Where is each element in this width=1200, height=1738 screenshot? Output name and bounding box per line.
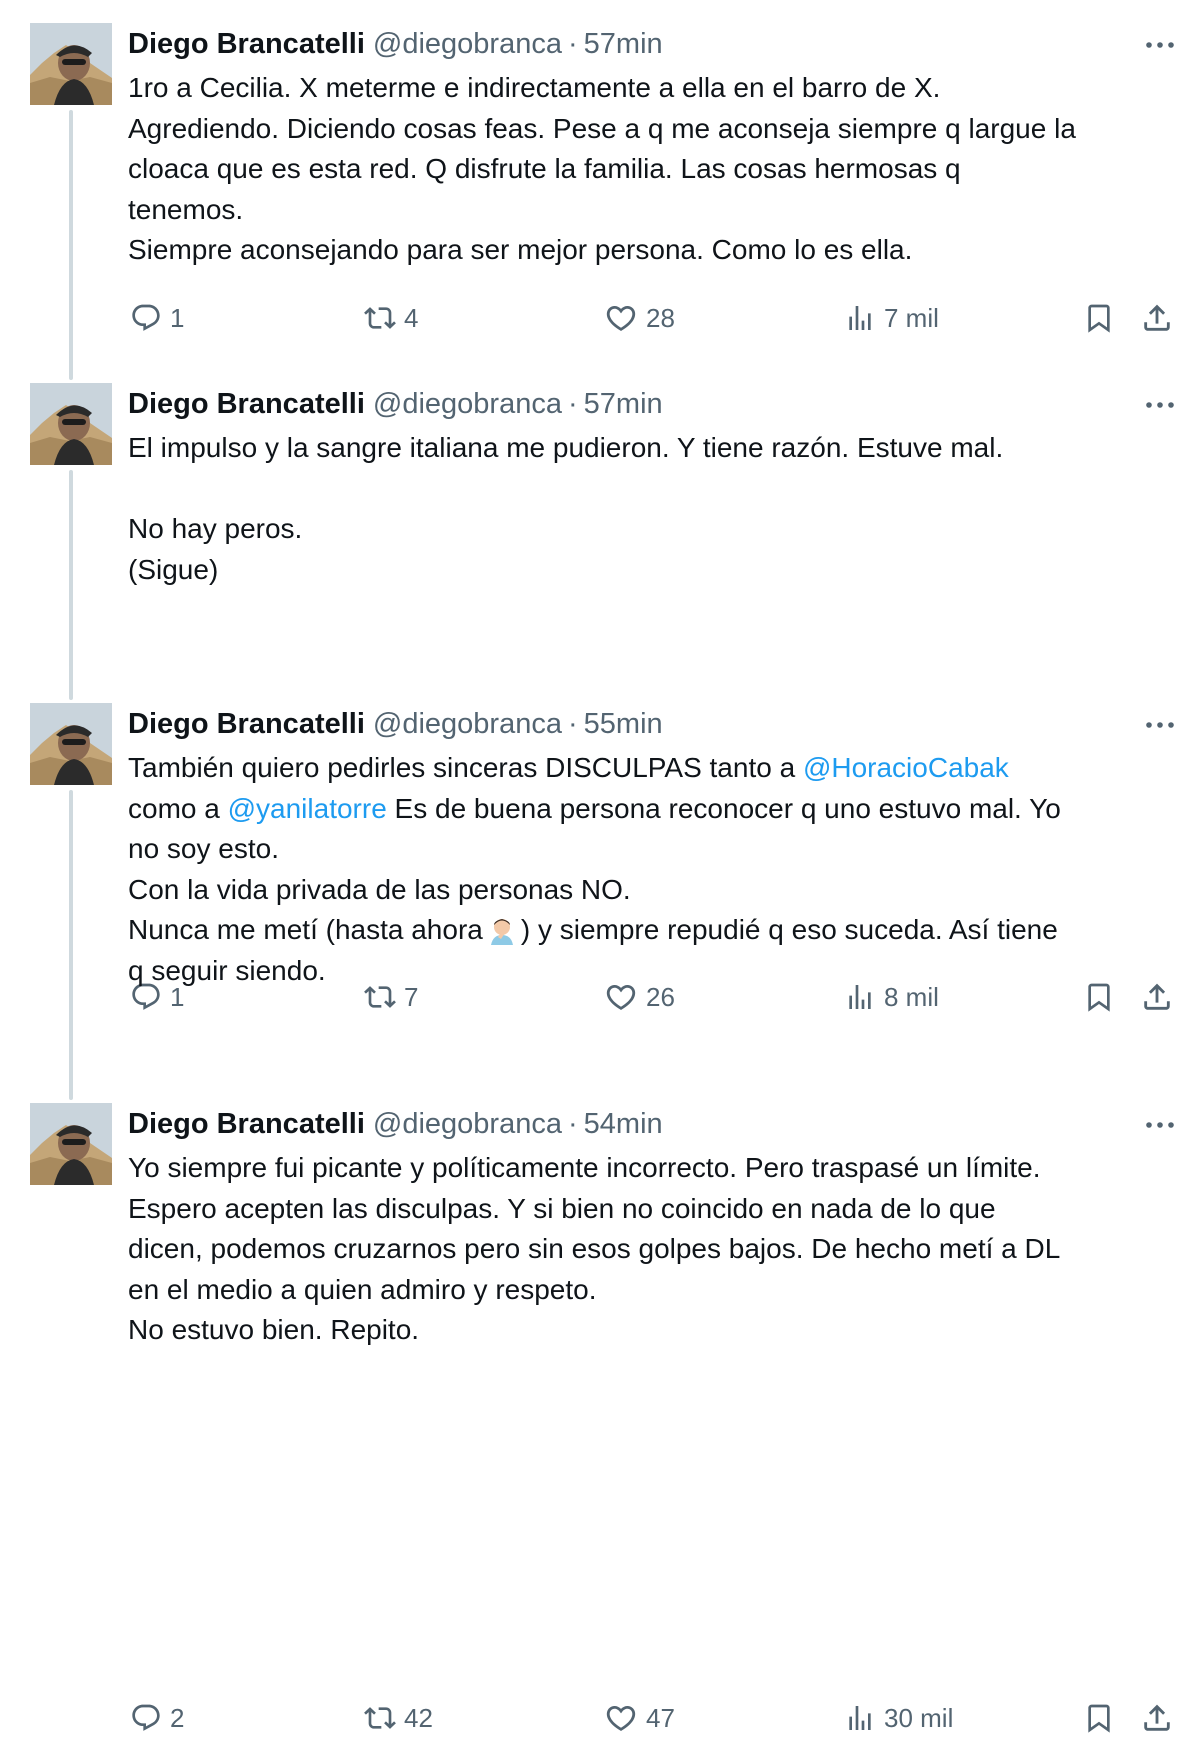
author-handle[interactable]: @diegobranca (372, 1107, 562, 1140)
views-count: 30 mil (884, 1702, 954, 1733)
tweet-text (128, 428, 1184, 590)
reply-icon (130, 302, 162, 334)
more-icon[interactable] (1138, 712, 1182, 738)
bookmark-button[interactable] (1083, 1698, 1115, 1738)
tweet-text-line: tenemos. (128, 193, 244, 225)
tweet-text-segment: Nunca me metí (hasta ahora (128, 914, 483, 946)
reply-button[interactable] (130, 298, 184, 338)
heart-icon (604, 301, 638, 335)
repost-count: 42 (404, 1702, 433, 1733)
like-count: 26 (646, 981, 675, 1012)
thread-connector-line (69, 790, 73, 1100)
like-count: 28 (646, 302, 675, 333)
repost-icon (364, 1702, 396, 1734)
separator-dot: · (567, 707, 578, 740)
tweet-text-line: cloaca que es esta red. Q disfrute la familia. Las cosas hermosas q (128, 153, 961, 185)
tweet-header (128, 1104, 663, 1144)
tweet-text-line: dicen, podemos cruzarnos pero sin esos golpes bajos. De hecho metí a DL (128, 1233, 1061, 1265)
tweet-text-line: (Sigue) (128, 553, 219, 585)
tweet-text-line: no soy esto. (128, 833, 279, 865)
author-handle[interactable]: @diegobranca (372, 387, 562, 420)
tweet-timestamp[interactable]: 57min (583, 387, 663, 420)
heart-icon (604, 1701, 638, 1735)
tweet-timestamp[interactable]: 54min (583, 1107, 663, 1140)
tweet-text-line: q seguir siendo. (128, 954, 326, 986)
avatar[interactable] (30, 1103, 112, 1185)
more-icon[interactable] (1138, 392, 1182, 418)
author-name[interactable]: Diego Brancatelli (128, 387, 365, 420)
author-handle[interactable]: @diegobranca (372, 27, 562, 60)
author-handle[interactable]: @diegobranca (372, 707, 562, 740)
tweet-timestamp[interactable]: 57min (583, 27, 663, 60)
repost-button[interactable] (364, 1698, 433, 1738)
repost-count: 7 (404, 981, 419, 1012)
tweet-header (128, 704, 663, 744)
tweet[interactable] (0, 1080, 1200, 1360)
tweet-text-line: Siempre aconsejando para ser mejor persona. Como lo es ella. (128, 234, 913, 266)
more-icon[interactable] (1138, 1112, 1182, 1138)
tweet-actions (128, 298, 1184, 338)
tweet-text-line (128, 789, 1184, 830)
reply-button[interactable] (130, 1698, 184, 1738)
reply-count: 2 (170, 1702, 185, 1733)
bookmark-icon (1083, 1702, 1115, 1734)
reply-count: 1 (170, 981, 185, 1012)
tweet-text (128, 68, 1184, 271)
like-count: 47 (646, 1702, 675, 1733)
views-button[interactable] (844, 1698, 953, 1738)
like-button[interactable] (604, 1698, 675, 1738)
tweet-text-line: Con la vida privada de las personas NO. (128, 873, 631, 905)
separator-dot: · (567, 387, 578, 420)
avatar[interactable] (30, 23, 112, 105)
thread-connector-line (69, 470, 73, 700)
bookmark-button[interactable] (1083, 298, 1115, 338)
tweet-actions (128, 1698, 1184, 1738)
reply-count: 1 (170, 302, 185, 333)
avatar[interactable] (30, 383, 112, 465)
bookmark-icon (1083, 302, 1115, 334)
tweet-text-line (128, 748, 1184, 789)
views-button[interactable] (844, 298, 939, 338)
author-name[interactable]: Diego Brancatelli (128, 27, 365, 60)
tweet-text-segment: como a (128, 792, 228, 824)
thread-connector-line (69, 110, 73, 380)
more-icon[interactable] (1138, 32, 1182, 58)
tweet-text (128, 748, 1184, 992)
like-button[interactable] (604, 298, 675, 338)
tweet-text-line: Espero acepten las disculpas. Y si bien no coincido en nada de lo que (128, 1192, 996, 1224)
separator-dot: · (567, 1107, 578, 1140)
share-icon (1140, 1701, 1174, 1735)
mention-link[interactable]: @yanilatorre (227, 792, 387, 824)
share-button[interactable] (1140, 298, 1174, 338)
tweet-text-line: El impulso y la sangre italiana me pudieron. Y tiene razón. Estuve mal. (128, 432, 1004, 463)
tweet-text-line (128, 910, 1184, 951)
tweet-text-segment: Es de buena persona reconocer q uno estuvo mal. Yo (386, 792, 1061, 824)
author-name[interactable]: Diego Brancatelli (128, 707, 365, 740)
tweet[interactable] (0, 0, 1200, 360)
avatar[interactable] (30, 703, 112, 785)
views-icon (844, 1702, 876, 1734)
share-button[interactable] (1140, 1698, 1174, 1738)
tweet-text (128, 1148, 1184, 1351)
tweet-text-segment: ) y siempre repudié q eso suceda. Así tiene (520, 914, 1058, 946)
tweet-timestamp[interactable]: 55min (583, 707, 663, 740)
tweet-text-blank-line (128, 469, 1184, 510)
repost-button[interactable] (364, 298, 418, 338)
repost-icon (364, 302, 396, 334)
tweet-text-segment: También quiero pedirles sinceras DISCULPAS tanto a (128, 752, 803, 783)
share-icon (1140, 301, 1174, 335)
views-icon (844, 302, 876, 334)
tweet-text-line: Agrediendo. Diciendo cosas feas. Pese a q me aconseja siempre q largue la (128, 112, 1076, 144)
tweet-header (128, 24, 663, 64)
views-count: 7 mil (884, 302, 939, 333)
repost-count: 4 (404, 302, 419, 333)
mention-link[interactable]: @HoracioCabak (802, 752, 1009, 783)
tweet-text-line: en el medio a quien admiro y respeto. (128, 1273, 597, 1305)
tweet-header (128, 384, 663, 424)
facepalm-emoji-icon (487, 915, 517, 957)
tweet-text-line: Yo siempre fui picante y políticamente incorrecto. Pero traspasé un límite. (128, 1152, 1041, 1183)
views-count: 8 mil (884, 981, 939, 1012)
tweet-text-line: 1ro a Cecilia. X meterme e indirectamente a ella en el barro de X. (128, 72, 941, 103)
tweet-text-line: No estuvo bien. Repito. (128, 1314, 420, 1346)
separator-dot: · (567, 27, 578, 60)
reply-icon (130, 1702, 162, 1734)
author-name[interactable]: Diego Brancatelli (128, 1107, 365, 1140)
tweet-text-line: No hay peros. (128, 513, 303, 545)
